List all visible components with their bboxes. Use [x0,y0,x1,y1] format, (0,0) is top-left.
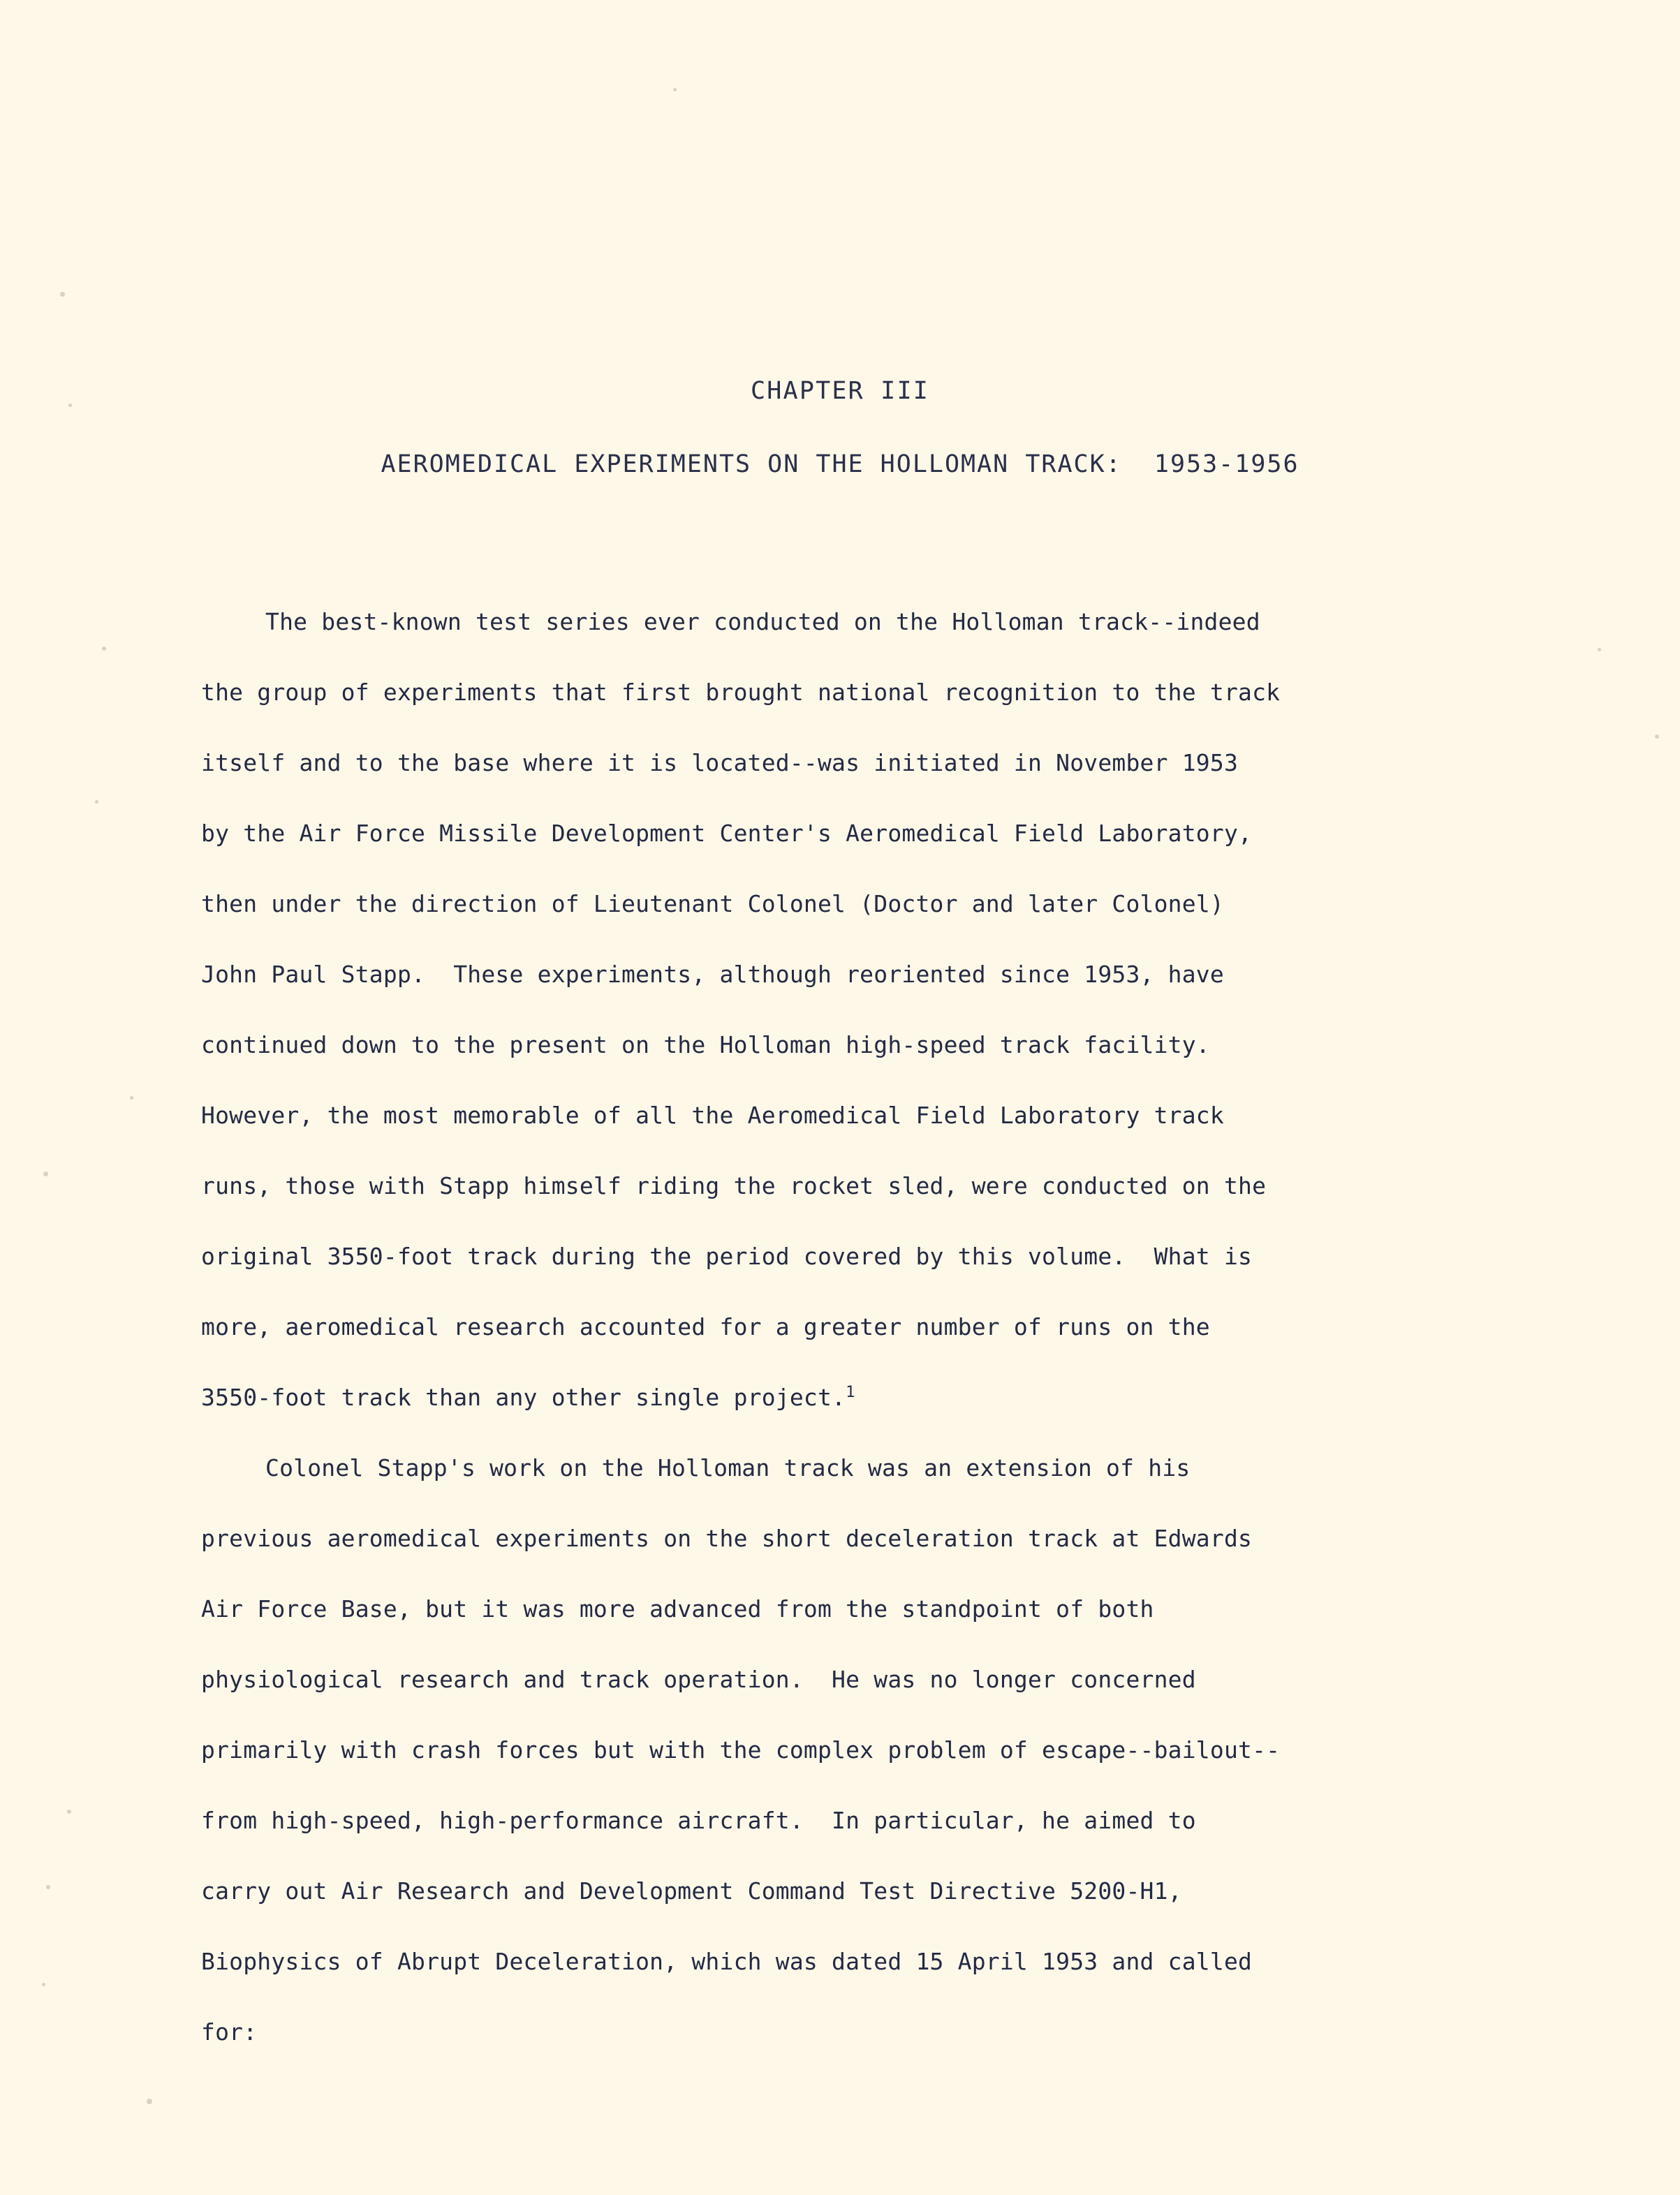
text-line: primarily with crash forces but with the complex problem of escape--bailout-- [201,1736,1281,1764]
text-line: physiological research and track operation. He was no longer concerned [201,1666,1196,1693]
chapter-title: AEROMEDICAL EXPERIMENTS ON THE HOLLOMAN TRACK: 1953-1956 [381,450,1299,478]
text-line: from high-speed, high-performance aircraft. In particular, he aimed to [201,1807,1196,1834]
paragraph-2 [201,1433,1594,2067]
chapter-number: CHAPTER III [751,377,929,405]
paper-speck [46,1885,50,1889]
paper-speck [673,88,677,91]
text-line: John Paul Stapp. These experiments, although reoriented since 1953, have [201,961,1224,988]
text-line: carry out Air Research and Development Command Test Directive 5200-H1, [201,1877,1182,1905]
text-line: then under the direction of Lieutenant Colonel (Doctor and later Colonel) [201,890,1224,917]
paper-speck [1655,734,1659,739]
text-line-with-footnote [201,1362,1594,1433]
paper-speck [67,1810,71,1814]
text-line: Biophysics of Abrupt Deceleration, which was dated 15 April 1953 and called [201,1948,1253,1975]
text-line: more, aeromedical research accounted for a greater number of runs on the [201,1313,1210,1340]
text-line: original 3550-foot track during the period covered by this volume. What is [201,1243,1253,1270]
text-line: for: [201,2018,258,2046]
text-line: by the Air Force Missile Development Center's Aeromedical Field Laboratory, [201,820,1253,847]
paper-speck [60,292,65,297]
paragraph-1 [201,586,1594,1433]
paper-speck [43,1172,48,1176]
paper-speck [130,1096,133,1100]
body-text [201,586,1594,2067]
paper-speck [95,800,98,804]
paper-speck [147,2099,152,2104]
paper-speck [102,646,106,651]
text-line: Air Force Base, but it was more advanced from the standpoint of both [201,1595,1154,1623]
text-line: the group of experiments that first brought national recognition to the track [201,679,1281,706]
footnote-marker: 1 [846,1384,855,1401]
paper-speck [42,1983,45,1986]
text-line: However, the most memorable of all the Aeromedical Field Laboratory track [201,1102,1224,1129]
text-line: 3550-foot track than any other single project. [201,1384,846,1411]
text-line: The best-known test series ever conducted on the Holloman track--indeed [265,608,1260,635]
text-line: previous aeromedical experiments on the short deceleration track at Edwards [201,1525,1253,1552]
text-line: continued down to the present on the Holloman high-speed track facility. [201,1031,1210,1058]
text-line: runs, those with Stapp himself riding the rocket sled, were conducted on the [201,1172,1267,1199]
text-line: itself and to the base where it is located--was initiated in November 1953 [201,749,1239,776]
text-line: Colonel Stapp's work on the Holloman track was an extension of his [265,1454,1191,1481]
paper-speck [1598,648,1601,651]
